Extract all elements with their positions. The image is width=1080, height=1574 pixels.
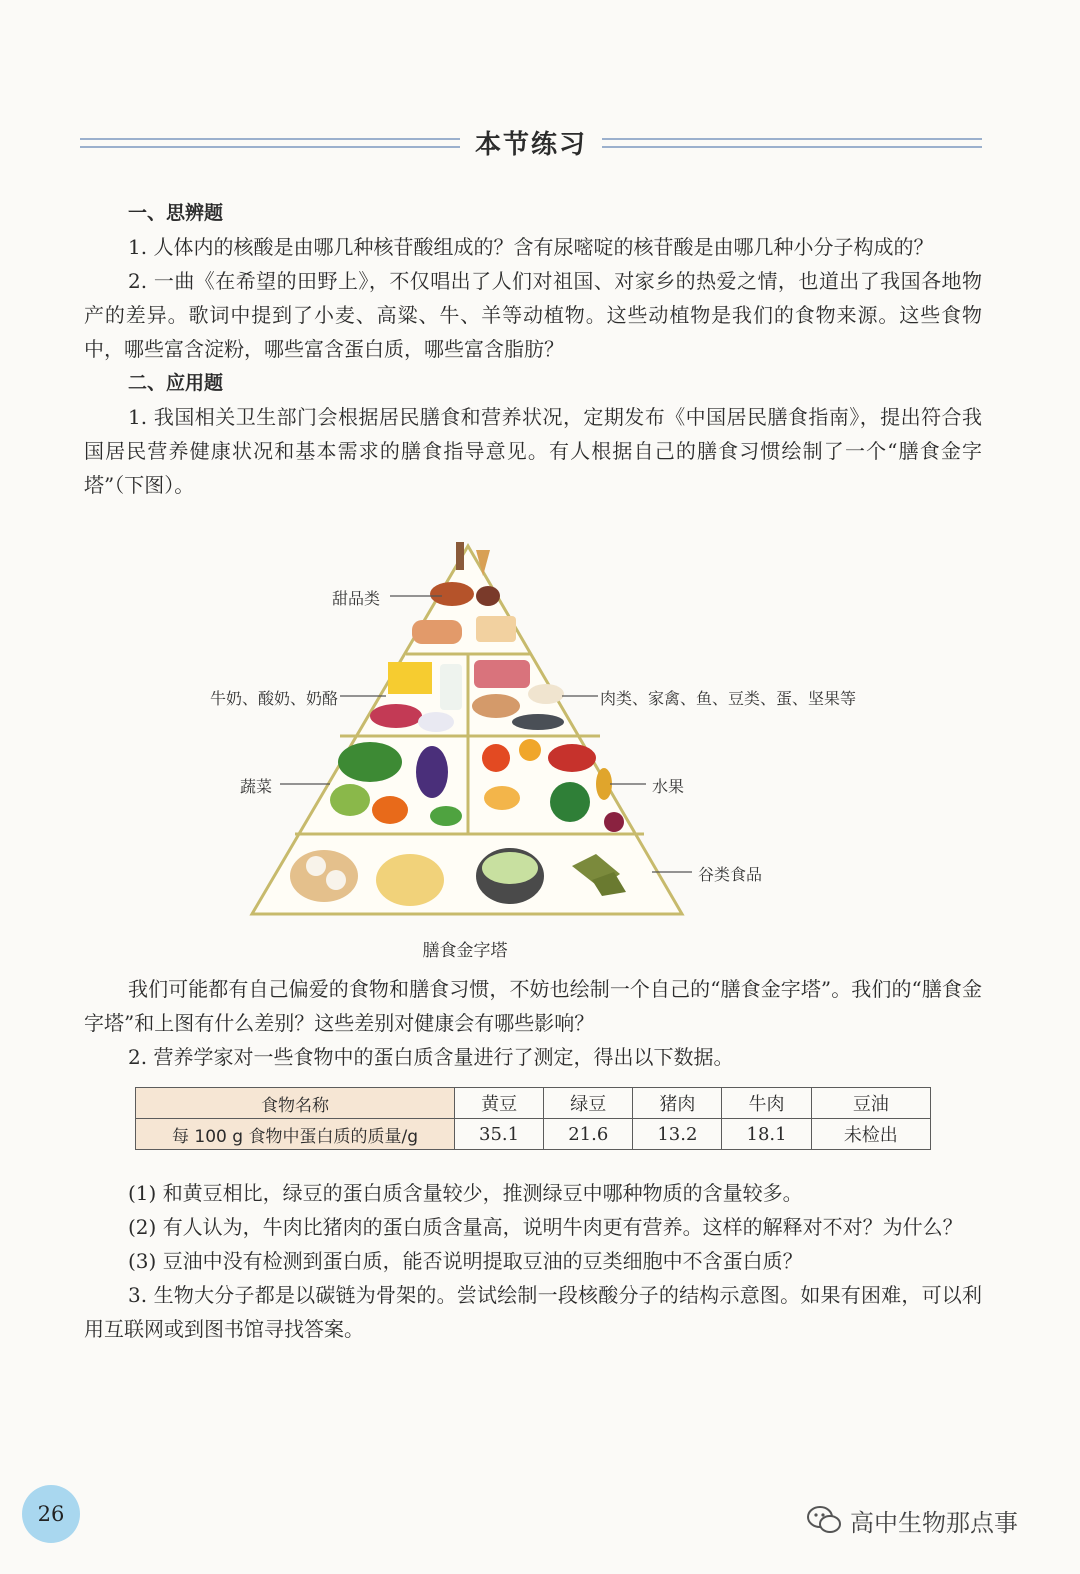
table-header-food: 食物名称 [136, 1088, 455, 1119]
label-meat: 肉类、家禽、鱼、豆类、蛋、坚果等 [600, 689, 857, 708]
sub-question-3: (3) 豆油中没有检测到蛋白质，能否说明提取豆油的豆类细胞中不含蛋白质？ [128, 1249, 803, 1273]
table-food-cell: 绿豆 [544, 1088, 633, 1119]
table-value-cell: 35.1 [455, 1119, 544, 1150]
section-header [80, 120, 982, 164]
page-number: 26 [37, 1502, 65, 1526]
part2-question-1: 1. 我国相关卫生部门会根据居民膳食和营养状况，定期发布《中国居民膳食指南》，提出符合我国居民营养健康状况和基本需求的膳食指导意见。有人根据自己的膳食习惯绘制了一个“膳食金字塔”（下图）。 [84, 405, 982, 497]
label-grains: 谷类食品 [698, 865, 763, 884]
label-fruit: 水果 [652, 777, 685, 796]
part1-question-1: 1. 人体内的核酸是由哪几种核苷酸组成的？含有尿嘧啶的核苷酸是由哪几种小分子构成的？ [128, 235, 934, 259]
part2-question-3: 3. 生物大分子都是以碳链为骨架的。尝试绘制一段核酸分子的结构示意图。如果有困难，可以利用互联网或到图书馆寻找答案。 [84, 1283, 982, 1341]
table-header-protein: 每 100 g 食物中蛋白质的质量/g [136, 1119, 455, 1150]
exercise-text-middle [84, 972, 982, 1074]
table-value-cell: 18.1 [722, 1119, 811, 1150]
table-row [136, 1119, 931, 1150]
label-dairy: 牛奶、酸奶、奶酪 [210, 689, 339, 708]
table-value-cell: 13.2 [633, 1119, 722, 1150]
pyramid-reflection: 我们可能都有自己偏爱的食物和膳食习惯，不妨也绘制一个自己的“膳食金字塔”。我们的“膳食金字塔”和上图有什么差别？这些差别对健康会有哪些影响？ [84, 977, 982, 1035]
part2-question-2: 2. 营养学家对一些食物中的蛋白质含量进行了测定，得出以下数据。 [128, 1045, 734, 1069]
watermark-text: 高中生物那点事 [850, 1508, 1018, 1537]
label-vegetables: 蔬菜 [240, 777, 273, 796]
table-food-cell: 黄豆 [455, 1088, 544, 1119]
protein-table [135, 1087, 931, 1150]
sub-question-2: (2) 有人认为，牛肉比猪肉的蛋白质含量高，说明牛肉更有营养。这样的解释对不对？为什么？ [128, 1215, 963, 1239]
part1-question-2: 2. 一曲《在希望的田野上》，不仅唱出了人们对祖国、对家乡的热爱之情，也道出了我国各地物产的差异。歌词中提到了小麦、高粱、牛、羊等动植物。这些动植物是我们的食物来源。这些食物中，哪些富含淀粉，哪些富含蛋白质，哪些富含脂肪？ [84, 269, 982, 361]
header-rule-right [602, 138, 982, 148]
wechat-icon [806, 1505, 842, 1535]
exercise-text-top [84, 196, 982, 502]
label-sweets: 甜品类 [332, 589, 381, 608]
part1-heading: 一、思辨题 [128, 202, 224, 224]
sub-question-1: (1) 和黄豆相比，绿豆的蛋白质含量较少，推测绿豆中哪种物质的含量较多。 [128, 1181, 803, 1205]
watermark [806, 1500, 1018, 1540]
table-food-cell: 牛肉 [722, 1088, 811, 1119]
figure-caption: 膳食金字塔 [422, 941, 508, 961]
table-food-cell: 猪肉 [633, 1088, 722, 1119]
section-title: 本节练习 [474, 130, 587, 160]
table-food-cell: 豆油 [811, 1088, 930, 1119]
page-number-badge [22, 1485, 80, 1543]
table-value-cell: 21.6 [544, 1119, 633, 1150]
diet-pyramid-illustration [200, 536, 880, 926]
table-value-cell: 未检出 [811, 1119, 930, 1150]
table-row [136, 1088, 931, 1119]
part2-heading: 二、应用题 [128, 372, 224, 394]
exercise-text-bottom [84, 1176, 982, 1346]
diet-pyramid-figure [200, 536, 880, 966]
